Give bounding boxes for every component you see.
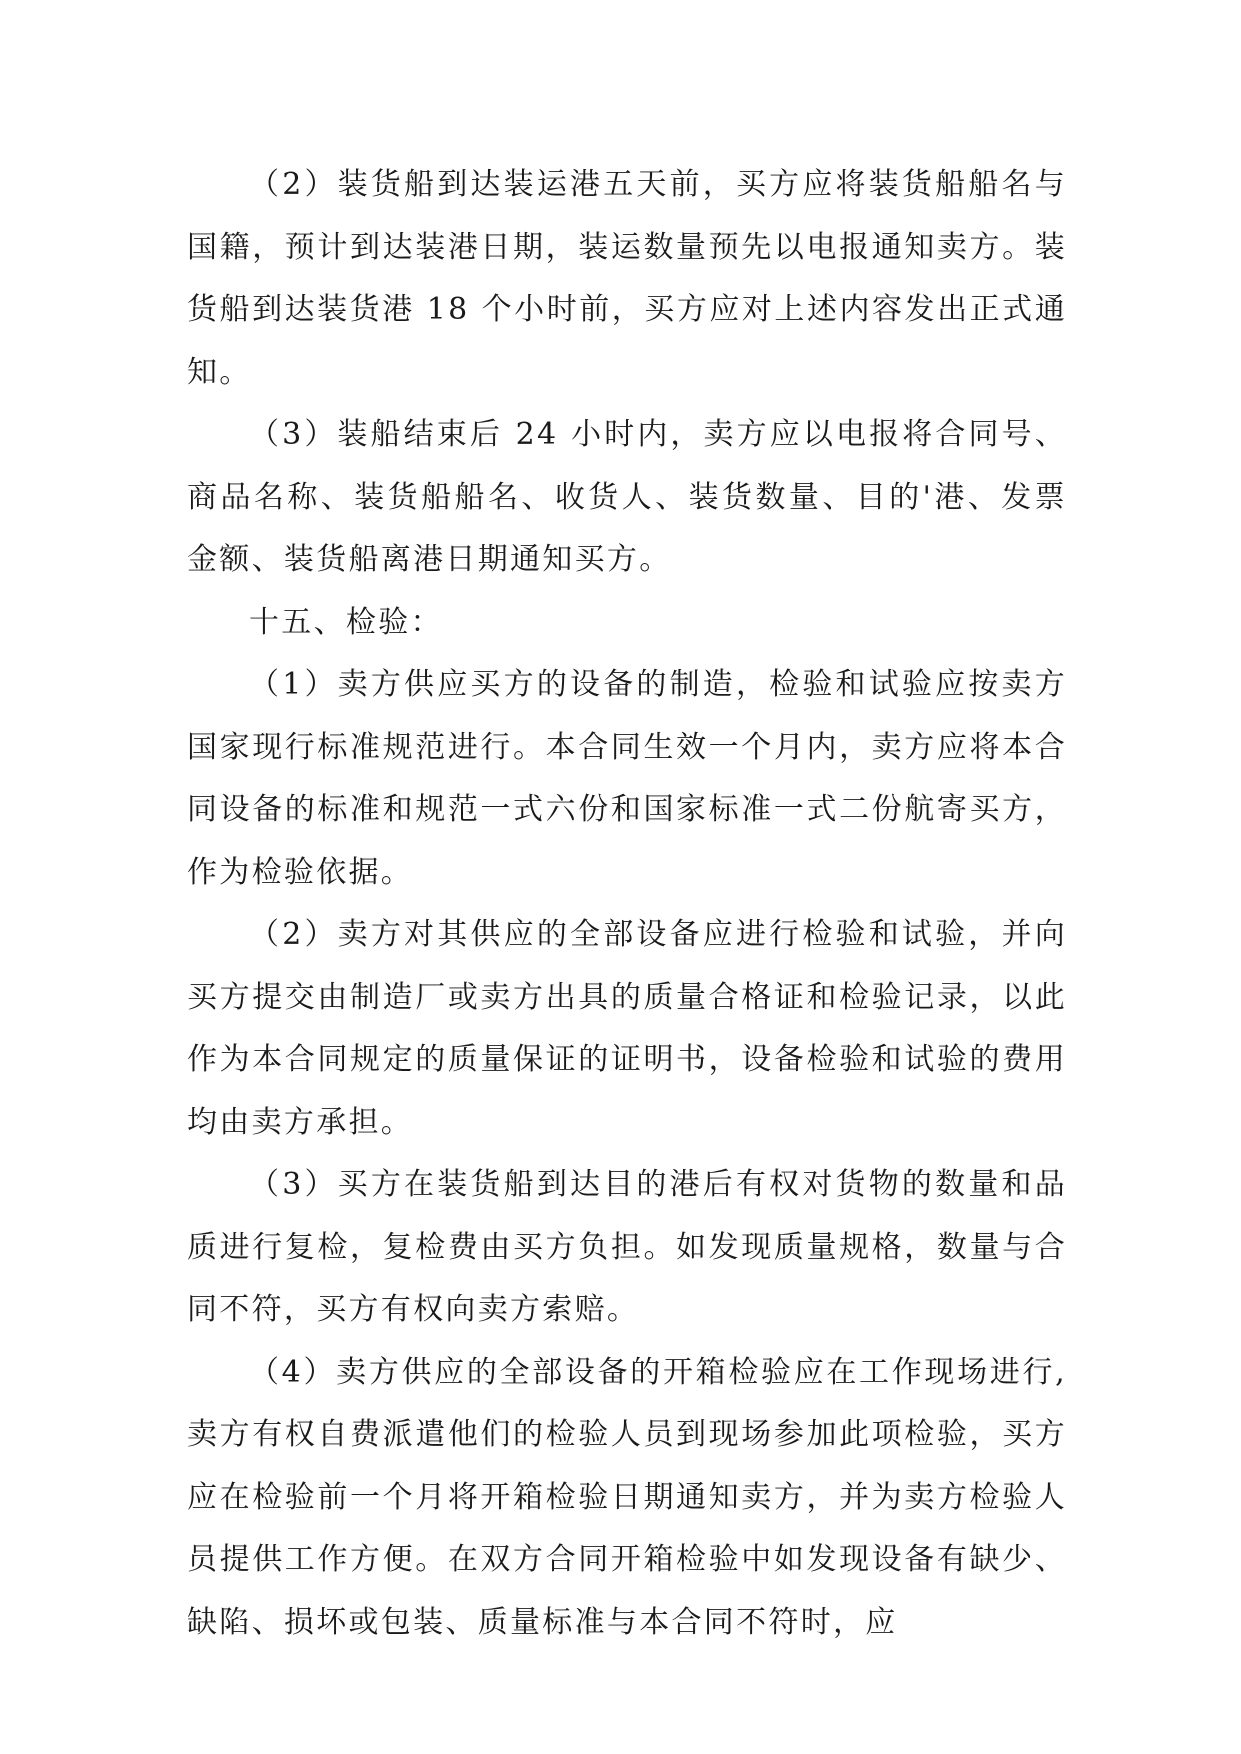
paragraph-inspection-tests: （2）卖方对其供应的全部设备应进行检验和试验，并向买方提交由制造厂或卖方出具的质量合格证和检验记录，以此作为本合同规定的质量保证的证明书，设备检验和试验的费用均由卖方承担。 (187, 917, 1067, 1140)
paragraph-loading-telegram: （3）装船结束后 24 小时内，卖方应以电报将合同号、商品名称、装货船船名、收货人、装货数量、目的'港、发票金额、装货船离港日期通知买方。 (187, 417, 1067, 577)
document-body (187, 154, 1067, 1654)
section-heading-inspection: 十五、检验： (249, 604, 443, 640)
paragraph-unpacking-inspection: （4）卖方供应的全部设备的开箱检验应在工作现场进行,卖方有权自费派遣他们的检验人员到现场参加此项检验，买方应在检验前一个月将开箱检验日期通知卖方，并为卖方检验人员提供工作方便。在双方合同开箱检验中如发现设备有缺少、缺陷、损坏或包装、质量标准与本合同不符时，应 (187, 1354, 1067, 1640)
paragraph-reinspection: （3）买方在装货船到达目的港后有权对货物的数量和品质进行复检，复检费由买方负担。如发现质量规格，数量与合同不符，买方有权向卖方索赔。 (187, 1167, 1067, 1327)
paragraph-inspection-standards: （1）卖方供应买方的设备的制造，检验和试验应按卖方国家现行标准规范进行。本合同生效一个月内，卖方应将本合同设备的标准和规范一式六份和国家标准一式二份航寄买方，作为检验依据。 (187, 667, 1067, 890)
paragraph-shipping-notice: （2）装货船到达装运港五天前，买方应将装货船船名与国籍，预计到达装港日期，装运数量预先以电报通知卖方。装货船到达装货港 18 个小时前，买方应对上述内容发出正式通知。 (187, 167, 1067, 390)
